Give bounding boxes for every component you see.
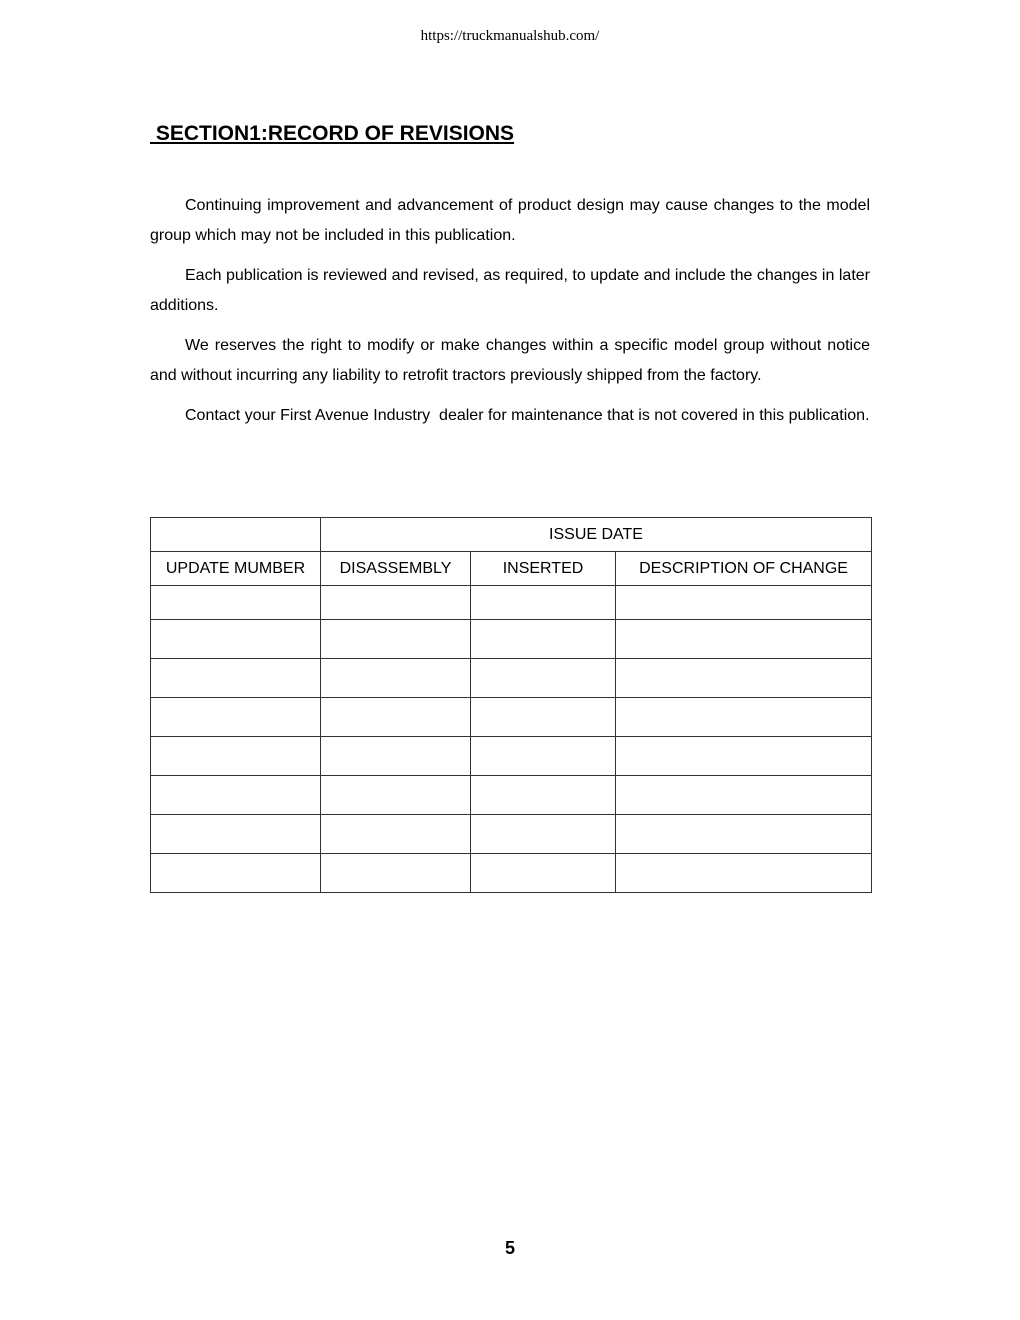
table-cell bbox=[151, 698, 321, 737]
table-cell bbox=[616, 586, 872, 620]
table-group-header-row bbox=[151, 518, 872, 552]
table-row bbox=[151, 854, 872, 893]
table-row bbox=[151, 776, 872, 815]
table-cell bbox=[151, 586, 321, 620]
table-cell bbox=[321, 815, 471, 854]
page-number: 5 bbox=[504, 1238, 515, 1258]
table-cell bbox=[471, 737, 616, 776]
revision-record-table bbox=[150, 517, 872, 893]
paragraph-review-revise: Each publication is reviewed and revised, as required, to update and include the changes in later additions. bbox=[150, 267, 875, 314]
paragraph-reserve-rights: We reserves the right to modify or make changes within a specific model group without notice and without incurring any liability to retrofit tractors previously shipped from the factory. bbox=[150, 337, 875, 384]
table-cell bbox=[471, 815, 616, 854]
paragraph-contact-dealer: Contact your First Avenue Industry dealer for maintenance that is not covered in this publication. bbox=[185, 407, 870, 424]
table-cell bbox=[321, 586, 471, 620]
column-header-inserted: INSERTED bbox=[471, 552, 616, 586]
table-row bbox=[151, 586, 872, 620]
table-cell bbox=[616, 776, 872, 815]
table-header-blank-cell bbox=[151, 518, 321, 552]
table-cell bbox=[616, 698, 872, 737]
column-header-disassembly: DISASSEMBLY bbox=[321, 552, 471, 586]
table-cell bbox=[616, 737, 872, 776]
table-cell bbox=[151, 854, 321, 893]
table-row bbox=[151, 737, 872, 776]
table-cell bbox=[616, 854, 872, 893]
table-cell bbox=[321, 659, 471, 698]
source-url: https://truckmanualshub.com/ bbox=[420, 28, 600, 44]
table-row bbox=[151, 815, 872, 854]
table-cell bbox=[321, 737, 471, 776]
table-cell bbox=[321, 776, 471, 815]
table-cell bbox=[471, 698, 616, 737]
table-row bbox=[151, 620, 872, 659]
table-cell bbox=[471, 659, 616, 698]
table-cell bbox=[151, 776, 321, 815]
section-title: SECTION1:RECORD OF REVISIONS bbox=[150, 122, 515, 145]
table-cell bbox=[321, 620, 471, 659]
table-column-header-row bbox=[151, 552, 872, 586]
table-row bbox=[151, 659, 872, 698]
body-text bbox=[150, 191, 875, 441]
table-cell bbox=[321, 698, 471, 737]
table-cell bbox=[151, 815, 321, 854]
table-cell bbox=[616, 815, 872, 854]
table-cell bbox=[471, 776, 616, 815]
table-cell bbox=[616, 659, 872, 698]
column-header-update-number: UPDATE MUMBER bbox=[151, 552, 321, 586]
paragraph-design-changes: Continuing improvement and advancement of product design may cause changes to the model group which may not be included in this publication. bbox=[150, 197, 875, 244]
column-header-description: DESCRIPTION OF CHANGE bbox=[616, 552, 872, 586]
table-cell bbox=[151, 620, 321, 659]
table-row bbox=[151, 698, 872, 737]
table-cell bbox=[151, 659, 321, 698]
table-cell bbox=[471, 620, 616, 659]
table-cell bbox=[471, 586, 616, 620]
table-cell bbox=[616, 620, 872, 659]
issue-date-header: ISSUE DATE bbox=[321, 518, 872, 552]
table-cell bbox=[151, 737, 321, 776]
table-cell bbox=[321, 854, 471, 893]
table-cell bbox=[471, 854, 616, 893]
